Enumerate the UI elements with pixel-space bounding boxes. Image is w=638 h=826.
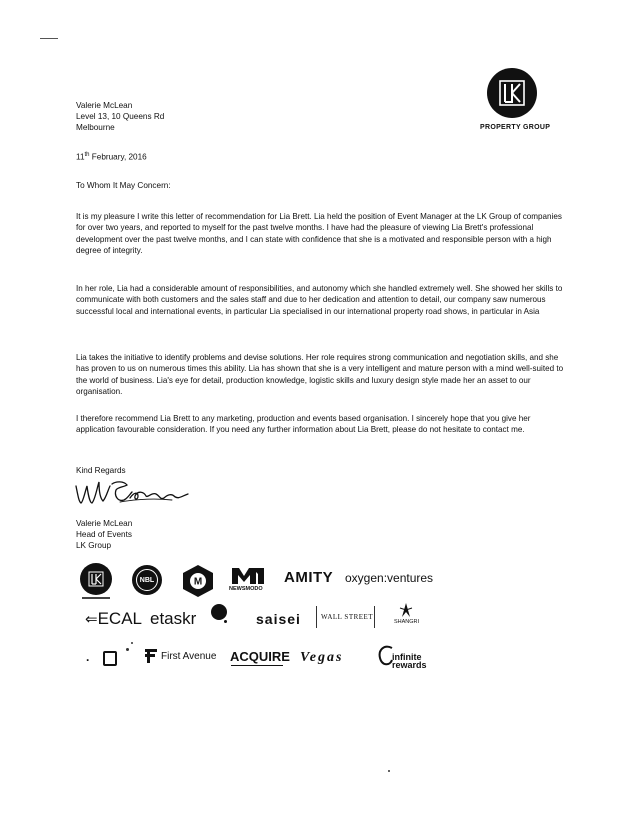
faded-logo-fragment: .: [86, 650, 90, 664]
signatory-name: Valerie McLean: [76, 519, 133, 528]
paragraph-4: I therefore recommend Lia Brett to any marketing, production and events based organisation. I sincerely hope that you give her application favourable consideration. If you need any further information about Lia Brett, please do not hesitate to contact me.: [76, 414, 531, 435]
etaskr-logo: etaskr: [150, 609, 197, 628]
paragraph-1: It is my pleasure I write this letter of recommendation for Lia Brett. Lia held the position of Event Manager at the LK Group of companies for over two years, and reported to myself for the past twelve months. I have had the pleasure of viewing Lia Brett's professional development over the past twelve months, and I can state with confidence that she is a motivated and responsible person with a high degree of integrity.: [76, 212, 562, 256]
nbl-logo: [132, 565, 162, 595]
svg-text:M: M: [193, 576, 203, 588]
first-avenue-icon: [144, 648, 158, 664]
lk-monogram-small-icon: [80, 563, 112, 595]
acquire-logo: ACQUIRE: [230, 649, 290, 664]
signatory-company: LK Group: [76, 541, 112, 550]
wall-street-logo: WALL STREET: [321, 613, 374, 621]
vegas-logo: Vegas: [300, 650, 344, 665]
ecal-arrow-icon: ⇐: [85, 611, 98, 628]
circle-brand-logo: [211, 604, 227, 620]
faded-logo-mark: [103, 651, 117, 666]
acquire-underline: [231, 665, 283, 666]
scan-speck: [388, 770, 390, 772]
faded-logo-dot-2: [131, 642, 133, 644]
saisei-logo: saisei: [256, 611, 301, 627]
wall-street-divider-left: [316, 606, 317, 628]
melbourne-logo: [180, 563, 216, 599]
date-rest: February, 2016: [91, 152, 147, 162]
sender-block: [76, 100, 164, 133]
logo-caption: PROPERTY GROUP: [480, 124, 551, 131]
amity-logo: AMITY: [284, 569, 334, 586]
newsmodo-mark-icon: [230, 566, 266, 586]
nbl-text: NBL: [139, 576, 155, 584]
salutation: To Whom It May Concern:: [76, 181, 171, 190]
circle-brand-dot: [224, 620, 227, 623]
signature-block: [76, 518, 132, 551]
newsmodo-text: NEWSMODO: [229, 586, 263, 592]
ecal-text: ECAL: [97, 609, 142, 628]
oxygen-ventures-logo: oxygen:ventures: [345, 571, 434, 585]
first-avenue-logo: First Avenue: [161, 651, 217, 662]
lk-logo-small-caption: [82, 597, 110, 599]
lk-logo: [487, 68, 537, 118]
handwritten-signature: [72, 476, 207, 510]
faded-logo-dot: [126, 648, 129, 651]
lk-monogram-icon: [487, 68, 537, 118]
ecal-logo: [85, 609, 142, 629]
paragraph-2: In her role, Lia had a considerable amount of responsibilities, and autonomy which she handled extremely well. She showed her skills to communicate with both customers and the sales staff and due to her dedication and attention to detail, our company saw numerous successful local and international events, in particular Lia specialised in our international property road shows, in particular in Asia: [76, 284, 563, 316]
paragraph-3: Lia takes the initiative to identify problems and devise solutions. Her role requires strong communication and negotiation skills, and she has proven to us on numerous times this ability. Lia has shown that she is a very intelligent and mature person with a mind well-suited to the world of business. Lia's eye for detail, production knowledge, logistic skills and luxury design style made her an asset to our organisation.: [76, 353, 564, 397]
sender-name: Valerie McLean: [76, 101, 133, 110]
shangri-la-icon: [397, 602, 415, 618]
date-day: 11: [76, 152, 85, 162]
infinite-text: infinite: [392, 652, 422, 662]
shangri-text: SHANGRI: [394, 619, 420, 625]
sender-address-line2: Melbourne: [76, 123, 115, 132]
letter-date: [76, 150, 147, 163]
rewards-text: rewards: [392, 660, 427, 670]
wall-street-divider-right: [374, 606, 375, 628]
signatory-title: Head of Events: [76, 530, 132, 539]
scan-mark: [40, 38, 58, 39]
closing: Kind Regards: [76, 466, 126, 475]
sender-address-line1: Level 13, 10 Queens Rd: [76, 112, 165, 121]
date-suffix: th: [84, 152, 90, 158]
